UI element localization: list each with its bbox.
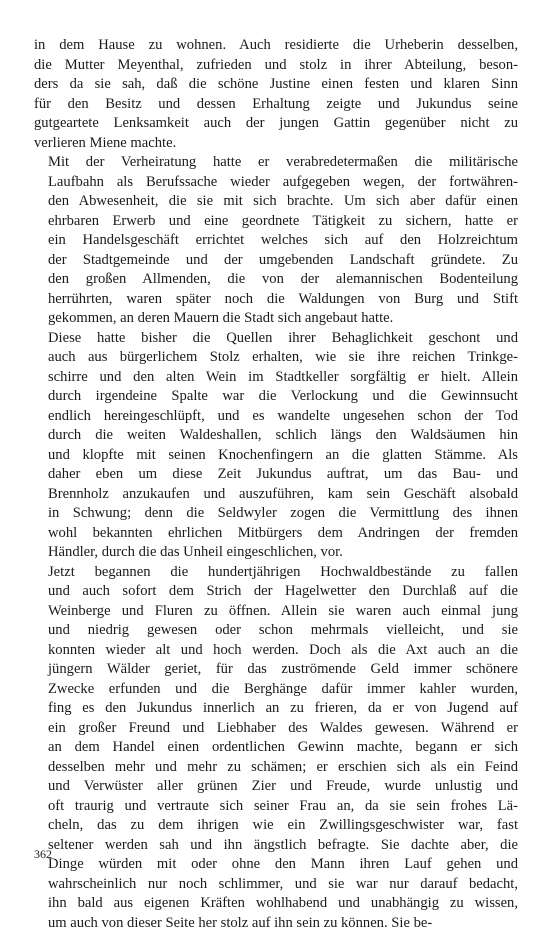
text-line: Dinge würden mit oder ohne den Mann ihren Lauf gehen und (34, 855, 518, 875)
text-line: der Stadtgemeinde und der umgebenden Landschaft gründete. Zu (34, 251, 518, 271)
page-body (34, 36, 518, 933)
text-line: und klopfte mit seinen Knochenfingern an die glatten Stämme. Als (34, 446, 518, 466)
text-line: daher eben um diese Zeit Jukundus auftrat, um das Bau- und (34, 465, 518, 485)
text-line: verlieren Miene machte. (34, 134, 518, 154)
paragraph (34, 36, 518, 153)
text-line: gekommen, an deren Mauern die Stadt sich angebaut hatte. (34, 309, 518, 329)
text-line: gutgeartete Lenksamkeit auch der jungen Gattin gegenüber nicht zu (34, 114, 518, 134)
text-line: konnten wieder alt und hoch werden. Doch als die Axt auch an die (34, 641, 518, 661)
text-line: wahrscheinlich nur noch schlimmer, und sie war nur darauf bedacht, (34, 875, 518, 895)
text-line: jüngern Wälder geriet, für das zuströmende Geld immer schönere (34, 660, 518, 680)
text-line: Brennholz anzukaufen und auszuführen, kam sein Geschäft alsobald (34, 485, 518, 505)
text-line: Diese hatte bisher die Quellen ihrer Behaglichkeit geschont und (34, 329, 518, 349)
text-line: seltener werden sah und ihn ängstlich befragte. Sie dachte aber, die (34, 836, 518, 856)
text-line: Mit der Verheiratung hatte er verabredetermaßen die militärische (34, 153, 518, 173)
text-line: Weinberge und Fluren zu öffnen. Allein sie waren auch einmal jung (34, 602, 518, 622)
text-line: und Verwüster aller grünen Zier und Freude, wurde unlustig und (34, 777, 518, 797)
text-line: ders da sie sah, daß die schöne Justine einen festen und klaren Sinn (34, 75, 518, 95)
text-line: durch die weiten Waldeshallen, schlich längs den Waldsäumen hin (34, 426, 518, 446)
text-line: herrührten, waren später noch die Waldungen von Burg und Stift (34, 290, 518, 310)
text-line: den großen Allmenden, die von der alemannischen Bodenteilung (34, 270, 518, 290)
text-line: Laufbahn als Berufssache wieder aufgegeben wegen, der fortwähren- (34, 173, 518, 193)
text-line: endlich hereingeschlüpft, und es wandelte ungesehen schon der Tod (34, 407, 518, 427)
text-line: den Abwesenheit, die sie mit sich brachte. Um sich aber dafür einen (34, 192, 518, 212)
text-line: cheln, das zu dem ihrigen wie ein Zwillingsgeschwister war, fast (34, 816, 518, 836)
text-line: Jetzt begannen die hundertjährigen Hochwaldbestände zu fallen (34, 563, 518, 583)
page-number: 362 (34, 847, 52, 862)
paragraph (34, 153, 518, 329)
text-line: und niedrig gewesen oder schon mehrmals vielleicht, und sie (34, 621, 518, 641)
text-line: für den Besitz und dessen Erhaltung zeigte und Jukundus seine (34, 95, 518, 115)
text-line: schirre und den alten Wein im Stadtkeller sorgfältig er hielt. Allein (34, 368, 518, 388)
text-line: um auch von dieser Seite her stolz auf ihn sein zu können. Sie be- (34, 914, 518, 933)
text-line: wohl bekannten ehrlichen Mitbürgers dem Andringen der fremden (34, 524, 518, 544)
text-line: in Schwung; denn die Seldwyler zogen die Vermittlung des ihnen (34, 504, 518, 524)
text-line: fing es den Jukundus innerlich an zu frieren, da er von Jugend auf (34, 699, 518, 719)
text-line: auch aus bürgerlichem Stolz erhalten, wie sie ihre reichen Trinkge- (34, 348, 518, 368)
text-line: oft traurig und vertraute sich seiner Frau an, da sie sein frohes Lä- (34, 797, 518, 817)
text-line: ein großer Freund und Liebhaber des Waldes gewesen. Während er (34, 719, 518, 739)
paragraph (34, 329, 518, 563)
text-line: desselben mehr und mehr zu schämen; er erschien sich als ein Feind (34, 758, 518, 778)
text-line: ehrbaren Erwerb und eine geordnete Tätigkeit zu sichern, hatte er (34, 212, 518, 232)
text-line: ein Handelsgeschäft errichtet welches sich auf den Holzreichtum (34, 231, 518, 251)
text-line: durch irgendeine Spalte war die Verlockung und die Gewinnsucht (34, 387, 518, 407)
text-line: ihn bald aus eigenen Kräften wohlhabend und unabhängig zu wissen, (34, 894, 518, 914)
text-line: und auch sofort dem Strich der Hagelwetter den Durchlaß auf die (34, 582, 518, 602)
paragraph (34, 563, 518, 933)
text-line: an dem Handel einen ordentlichen Gewinn machte, begann er sich (34, 738, 518, 758)
text-line: Händler, durch die das Unheil eingeschlichen, vor. (34, 543, 518, 563)
text-line: Zwecke erfunden und die Berghänge dafür immer kahler wurden, (34, 680, 518, 700)
text-line: die Mutter Meyenthal, zufrieden und stolz in ihrer Abteilung, beson- (34, 56, 518, 76)
text-line: in dem Hause zu wohnen. Auch residierte die Urheberin desselben, (34, 36, 518, 56)
